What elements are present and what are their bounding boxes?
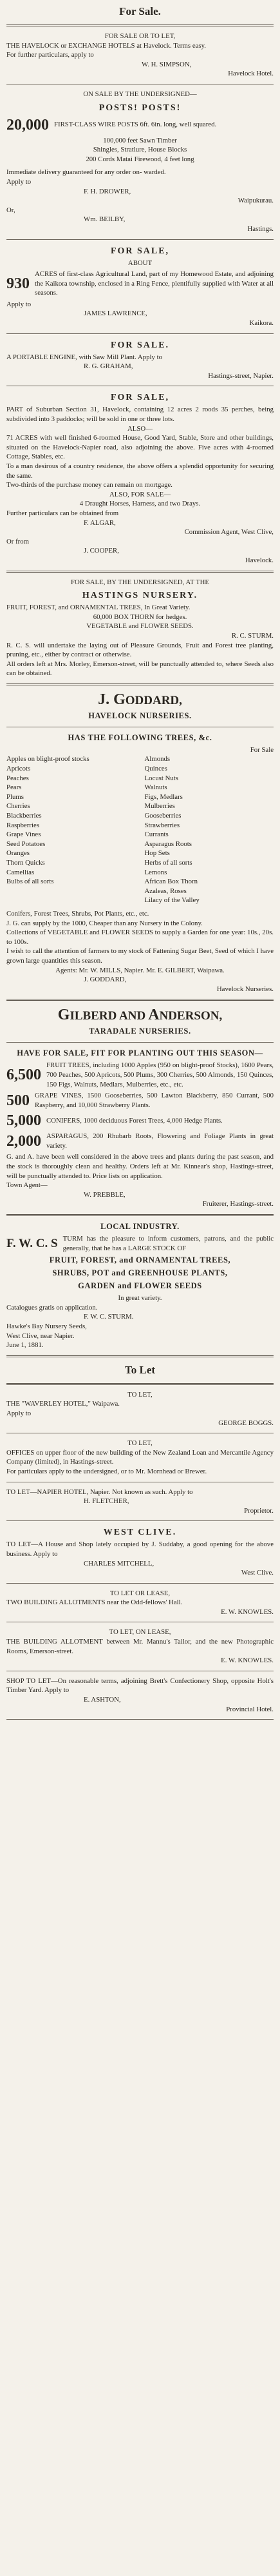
ad-subheading: POSTS! POSTS! bbox=[98, 103, 182, 113]
ad-text: VEGETABLE and FLOWER SEEDS. bbox=[86, 622, 194, 631]
list-item: Quinces bbox=[144, 765, 167, 773]
ad-text: G. and A. have been well considered in the above trees and plants during the past season, and the stock is thoroughly clean and healthy. Orders left at Mr. Kinnear's shop, Hastings-street, will be punctually attended to. Price lists on application. bbox=[6, 1153, 274, 1180]
list-item: Plums bbox=[6, 792, 24, 801]
ad-agents: Agents: Mr. W. MILLS, Napier. Mr. E. GILBERT, Waipawa. bbox=[55, 966, 225, 974]
ad-place: Hastings. bbox=[247, 224, 274, 233]
tree-list-col-right bbox=[145, 754, 274, 905]
ad-heading: ILBERD AND bbox=[70, 1009, 146, 1023]
ad-place: Proprietor. bbox=[244, 1506, 274, 1515]
ad-text: 71 ACRES with well finished 6-roomed House, Good Yard, Stable, Store and other buildings, situated on the Havelock-Napier road, also adjoining the above. Five acres with 4-roomed Cottage, Stables, etc. bbox=[6, 434, 274, 461]
ad-napier-hotel bbox=[6, 1488, 274, 1516]
ad-place: Kaikora. bbox=[249, 319, 274, 328]
ad-text: For particulars apply to the undersigned, or to Mr. Mornhead or Brewer. bbox=[6, 1467, 207, 1475]
stock-text: CONIFERS, 1000 deciduous Forest Trees, 4,000 Hedge Plants. bbox=[46, 1116, 223, 1125]
ad-text: J. G. can supply by the 1000, Cheaper than any Nursery in the Colony. bbox=[6, 919, 203, 927]
ad-name: W. H. SIMPSON, bbox=[142, 60, 192, 68]
divider bbox=[6, 571, 274, 573]
divider bbox=[6, 1214, 274, 1216]
ad-hastings-nursery bbox=[6, 578, 274, 678]
ad-has: HAS THE FOLLOWING TREES, &c. bbox=[68, 732, 212, 742]
ad-number: 930 bbox=[6, 275, 30, 292]
list-item: Oranges bbox=[6, 849, 30, 858]
ad-text: Further particulars can be obtained from bbox=[6, 509, 119, 517]
ad-building-allotments bbox=[6, 1589, 274, 1617]
list-item: Apricots bbox=[6, 765, 31, 773]
list-item: Raspberries bbox=[6, 821, 39, 829]
stock-number: 500 bbox=[6, 1092, 30, 1109]
ad-suburban-section bbox=[6, 391, 274, 565]
newspaper-page bbox=[0, 4, 280, 2576]
ad-lead-row bbox=[6, 1234, 274, 1253]
ad-initial: A bbox=[148, 1007, 160, 1024]
list-item: Figs, Medlars bbox=[144, 792, 183, 801]
divider bbox=[6, 1042, 274, 1043]
list-item: Seed Potatoes bbox=[6, 840, 46, 848]
ad-place: Havelock Hotel. bbox=[228, 70, 274, 78]
list-item: Apples on blight-proof stocks bbox=[6, 755, 89, 763]
ad-name: JAMES LAWRENCE, bbox=[84, 310, 147, 318]
stock-text: FRUIT TREES, including 1000 Apples (950 on blight-proof Stocks), 1600 Pears, 700 Peaches, 500 Apricots, 500 Plums, 300 Cherries, 500 Almonds, 150 Quinces, 150 Figs, Walnuts, Medlars, Mulberries, etc., etc. bbox=[46, 1061, 274, 1088]
ad-portable-engine bbox=[6, 339, 274, 381]
ad-name: R. G. GRAHAM, bbox=[84, 362, 133, 371]
list-item: Thorn Quicks bbox=[6, 859, 45, 867]
list-item: Mulberries bbox=[144, 802, 175, 811]
ad-heading: FOR SALE, bbox=[110, 246, 170, 256]
ad-text: 60,000 BOX THORN for hedges. bbox=[93, 613, 187, 621]
ad-initial: J. G bbox=[98, 691, 126, 708]
ad-name: E. W. KNOWLES. bbox=[221, 1657, 274, 1665]
list-item: Camellias bbox=[6, 868, 35, 876]
ad-body: A PORTABLE ENGINE, with Saw Mill Plant. Apply to bbox=[6, 353, 163, 361]
ad-name: J. GODDARD, bbox=[84, 976, 127, 984]
list-item: Lemons bbox=[144, 868, 167, 876]
ad-local-industry bbox=[6, 1221, 274, 1350]
ad-text: GARDEN and FLOWER SEEDS bbox=[78, 1281, 202, 1291]
ad-taradale-nurseries bbox=[6, 1006, 274, 1209]
ad-name: E. ASHTON, bbox=[84, 1696, 121, 1704]
list-item: Gooseberries bbox=[144, 812, 182, 820]
ad-text: Catalogues gratis on application. bbox=[6, 1303, 98, 1312]
list-item: Grape Vines bbox=[6, 831, 41, 839]
ad-item: 200 Cords Matai Firewood, 4 feet long bbox=[86, 155, 194, 163]
tree-list bbox=[6, 754, 274, 905]
ad-shop-to-let bbox=[6, 1676, 274, 1714]
stock-row bbox=[6, 1112, 274, 1130]
ad-subheading: TARADALE NURSERIES. bbox=[89, 1027, 191, 1036]
ad-text: FRUIT, FOREST, and ORNAMENTAL TREES, bbox=[49, 1255, 231, 1265]
list-item: Herbs of all sorts bbox=[144, 859, 192, 867]
ad-body: TO LET—NAPIER HOTEL, Napier. Not known as such. Apply to bbox=[6, 1488, 193, 1496]
ad-name: W. PREBBLE, bbox=[84, 1190, 126, 1199]
ad-or: Or, bbox=[6, 206, 15, 214]
ad-item: Shingles, Stratlure, House Blocks bbox=[93, 146, 187, 154]
ad-body: SHOP TO LET—On reasonable terms, adjoining Brett's Confectionery Shop, opposite Holt's Timber Yard. Apply to bbox=[6, 1676, 274, 1695]
list-item: Locust Nuts bbox=[144, 774, 178, 782]
list-item: Blackberries bbox=[6, 812, 42, 820]
ad-for-sale: For Sale bbox=[250, 745, 274, 754]
ad-name: R. C. STURM. bbox=[231, 631, 274, 640]
ad-heading: ODDARD, bbox=[125, 693, 182, 707]
divider bbox=[6, 1719, 274, 1720]
ad-heading: ON SALE BY THE UNDERSIGNED— bbox=[83, 90, 197, 98]
divider bbox=[6, 1355, 274, 1357]
ad-goddard-nurseries bbox=[6, 691, 274, 994]
stock-row bbox=[6, 1061, 274, 1089]
ad-town-agent: Town Agent— bbox=[6, 1181, 48, 1190]
ad-place: Waipukurau. bbox=[238, 197, 274, 205]
ad-text: 4 Draught Horses, Harness, and two Drays. bbox=[79, 500, 201, 508]
list-item: Asparagus Roots bbox=[144, 840, 192, 848]
divider bbox=[6, 1520, 274, 1521]
stock-text: GRAPE VINES, 1500 Gooseberries, 500 Lawton Blackberry, 850 Currant, 500 Raspberry, and 10,000 Strawberry Plants. bbox=[35, 1092, 274, 1109]
ad-house-and-shop bbox=[6, 1540, 274, 1577]
ad-body: TWO BUILDING ALLOTMENTS near the Odd-fellows' Hall. bbox=[6, 1598, 183, 1607]
ad-body: THE "WAVERLEY HOTEL," Waipawa. bbox=[6, 1400, 120, 1408]
ad-place: Hastings-street, Napier. bbox=[208, 371, 274, 380]
ad-place: West Clive. bbox=[241, 1569, 274, 1577]
ad-body: OFFICES on upper floor of the new building of the New Zealand Loan and Mercantile Agency Company (limited), in Hastings-street. bbox=[6, 1448, 274, 1466]
ad-number: 20,000 bbox=[6, 116, 49, 133]
ad-heading: LOCAL INDUSTRY. bbox=[100, 1222, 180, 1232]
divider bbox=[6, 333, 274, 334]
ad-heading: FOR SALE, bbox=[110, 393, 170, 403]
ad-name: GEORGE BOGGS. bbox=[218, 1419, 274, 1427]
ad-heading: TO LET, bbox=[127, 1390, 153, 1399]
ad-text: West Clive, near Napier. bbox=[6, 1332, 75, 1340]
section-header-for-sale: For Sale. bbox=[119, 5, 161, 17]
ad-item: 100,000 feet Sawn Timber bbox=[103, 136, 177, 144]
ad-lead-row bbox=[6, 270, 274, 298]
ad-name: F. ALGAR, bbox=[84, 518, 116, 527]
ad-title bbox=[6, 691, 274, 709]
ad-text: TURM has the pleasure to inform customers, patrons, and the public generally, that he has a LARGE STOCK OF bbox=[62, 1235, 274, 1252]
list-item: Almonds bbox=[144, 755, 171, 763]
list-item: Pears bbox=[6, 783, 22, 792]
ad-about: ABOUT bbox=[127, 259, 153, 267]
list-item: Hop Sets bbox=[144, 849, 170, 858]
stock-row bbox=[6, 1132, 274, 1150]
ad-land-kaikora bbox=[6, 245, 274, 328]
divider bbox=[6, 999, 274, 1001]
ad-text: All orders left at Mrs. Morley, Emerson-street, will be punctually attended to, where Seeds also can be obtained. bbox=[6, 660, 274, 678]
ad-apply: Apply to bbox=[6, 177, 32, 186]
ad-intro: HAVE FOR SALE, FIT FOR PLANTING OUT THIS SEASON— bbox=[17, 1048, 263, 1058]
ad-name: J. COOPER, bbox=[84, 547, 119, 555]
ad-title bbox=[6, 1006, 274, 1024]
ad-text: Hawke's Bay Nursery Seeds, bbox=[6, 1322, 87, 1330]
ad-apply: Apply to bbox=[6, 1409, 32, 1417]
stock-number: 2,000 bbox=[6, 1132, 41, 1150]
list-item: African Box Thorn bbox=[144, 878, 198, 886]
ad-text: R. C. S. will undertake the laying out of Pleasure Grounds, Fruit and Forest tree planting, pruning, etc., either by contract or otherwise. bbox=[6, 641, 274, 659]
ad-text: Collections of VEGETABLE and FLOWER SEEDS to supply a Garden for one year: 10s., 20s. to 100s. bbox=[6, 929, 274, 946]
ad-name: F. W. C. STURM. bbox=[84, 1313, 134, 1321]
ad-place: Havelock Nurseries. bbox=[216, 985, 274, 993]
ad-posts bbox=[6, 90, 274, 234]
ad-name: Wm. BEILBY, bbox=[84, 215, 126, 224]
divider bbox=[6, 239, 274, 240]
ad-initial: G bbox=[57, 1007, 70, 1024]
ad-body: TO LET—A House and Shop lately occupied by J. Suddaby, a good opening for the above business. Apply to bbox=[6, 1540, 274, 1558]
ad-or: Or from bbox=[6, 537, 30, 546]
ad-text: For further particulars, apply to bbox=[6, 51, 94, 59]
ad-heading: TO LET, ON LEASE, bbox=[109, 1628, 171, 1637]
ad-name: CHARLES MITCHELL, bbox=[84, 1559, 154, 1568]
ad-body: THE BUILDING ALLOTMENT between Mr. Mannu's Tailor, and the new Photographic Rooms, Emerson-street. bbox=[6, 1638, 274, 1655]
divider bbox=[6, 25, 274, 26]
list-item: Strawberries bbox=[144, 821, 180, 829]
list-item: Peaches bbox=[6, 774, 29, 782]
ad-also: ALSO, FOR SALE— bbox=[109, 490, 171, 498]
divider bbox=[6, 1383, 274, 1385]
divider bbox=[6, 683, 274, 685]
ad-heading: FOR SALE OR TO LET, bbox=[104, 32, 176, 40]
stock-number: 6,500 bbox=[6, 1067, 41, 1084]
list-item: Currants bbox=[144, 831, 169, 839]
ad-text: To a man desirous of a country residence, the above offers a splendid opportunity for securing the same. bbox=[6, 462, 274, 480]
ad-body: THE HAVELOCK or EXCHANGE HOTELS at Havelock. Terms easy. bbox=[6, 41, 206, 50]
ad-initial: F. W. C. S bbox=[6, 1236, 58, 1250]
ad-intro: FOR SALE, BY THE UNDERSIGNED, AT THE bbox=[71, 578, 209, 586]
ad-name: H. FLETCHER, bbox=[84, 1497, 129, 1506]
ad-heading: NDERSON, bbox=[159, 1009, 223, 1023]
stock-row bbox=[6, 1091, 274, 1110]
ad-text: In great variety. bbox=[118, 1294, 162, 1303]
ad-text: FRUIT, FOREST, and ORNAMENTAL TREES, In Great Variety. bbox=[6, 604, 191, 612]
list-item: Azaleas, Roses bbox=[144, 887, 187, 895]
ad-apply: Apply to bbox=[6, 300, 32, 308]
ad-intro: FIRST-CLASS WIRE POSTS 6ft. 6in. long, well squared. bbox=[54, 121, 217, 129]
section-header-to-let: To Let bbox=[124, 1363, 156, 1376]
list-item: Walnuts bbox=[144, 783, 167, 792]
divider bbox=[6, 1583, 274, 1584]
ad-heading-west-clive: WEST CLIVE. bbox=[103, 1528, 177, 1538]
list-item: Cherries bbox=[6, 802, 30, 811]
ad-name: E. W. KNOWLES. bbox=[221, 1608, 274, 1616]
ad-subheading: HAVELOCK NURSERIES. bbox=[88, 711, 192, 720]
ad-lead-row bbox=[6, 116, 274, 134]
stock-text: ASPARAGUS, 200 Rhubarb Roots, Flowering and Foliage Plants in great variety. bbox=[46, 1132, 274, 1150]
ad-place: Commission Agent, West Clive, bbox=[184, 528, 274, 536]
ad-also: ALSO— bbox=[127, 424, 153, 433]
ad-text: I wish to call the attention of farmers to my stock of Fattening Sugar Beet, Seed of which I have grown large quantities this season. bbox=[6, 947, 274, 965]
ad-waverley-hotel bbox=[6, 1390, 274, 1428]
ad-heading: TO LET, bbox=[127, 1439, 153, 1448]
list-item: Bulbs of all sorts bbox=[6, 878, 54, 886]
ad-offices bbox=[6, 1439, 274, 1476]
ad-place: Provincial Hotel. bbox=[226, 1705, 274, 1713]
ad-date: June 1, 1881. bbox=[6, 1341, 44, 1350]
list-item: Lilacy of the Valley bbox=[144, 896, 200, 905]
ad-building-allotment-lease bbox=[6, 1627, 274, 1665]
ad-place: Fruiterer, Hastings-street. bbox=[202, 1200, 274, 1208]
ad-heading: TO LET OR LEASE, bbox=[109, 1589, 171, 1597]
ad-text: PART of Suburban Section 31, Havelock, containing 12 acres 2 roods 35 perches, being subdivided into 3 paddocks; will be sold in one or three lots. bbox=[6, 406, 274, 424]
ad-body: ACRES of first-class Agricultural Land, part of my Homewood Estate, and adjoining the Kaikora township, enclosed in a Ring Fence, plentifully supplied with Water at all seasons. bbox=[35, 270, 274, 297]
ad-place: Havelock. bbox=[245, 556, 274, 564]
stock-number: 5,000 bbox=[6, 1112, 41, 1130]
ad-text: Two-thirds of the purchase money can remain on mortgage. bbox=[6, 481, 173, 489]
ad-text: SHRUBS, POT and GREENHOUSE PLANTS, bbox=[52, 1268, 228, 1278]
ad-heading: HASTINGS NURSERY. bbox=[82, 591, 198, 601]
tree-list-col-left bbox=[6, 754, 136, 905]
ad-name: F. H. DROWER, bbox=[84, 187, 131, 195]
ad-text: Conifers, Forest Trees, Shrubs, Pot Plants, etc., etc. bbox=[6, 909, 149, 918]
ad-havelock-hotels bbox=[6, 32, 274, 79]
ad-note: Immediate delivery guaranteed for any order on- warded. bbox=[6, 168, 166, 177]
ad-heading: FOR SALE. bbox=[110, 340, 170, 350]
